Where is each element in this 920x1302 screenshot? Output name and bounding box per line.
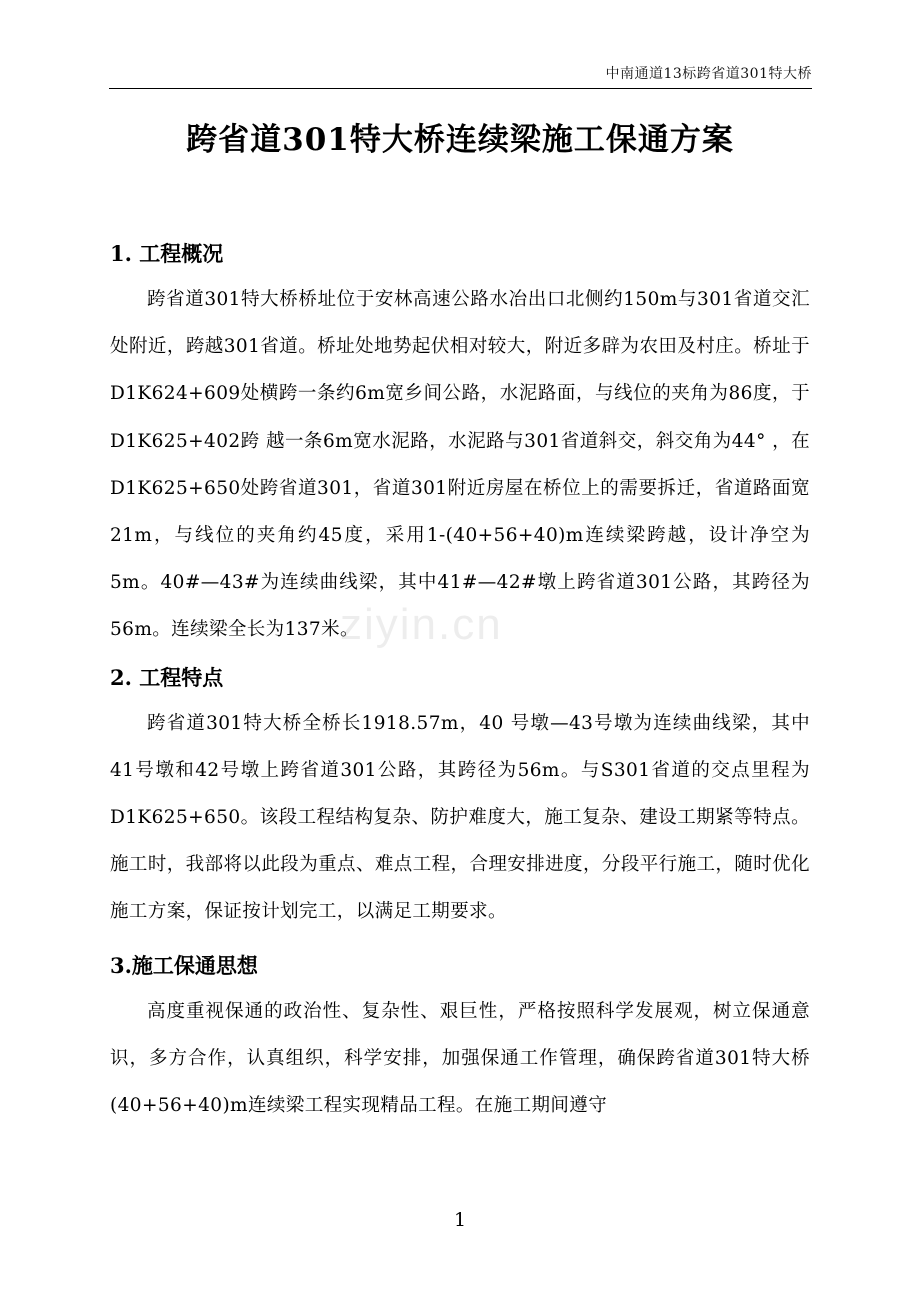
header-rule <box>109 88 812 89</box>
section-overview <box>110 232 810 654</box>
section-heading: 2. 工程特点 <box>110 664 224 690</box>
page-number: 1 <box>453 1209 467 1231</box>
section-traffic-concept <box>110 944 810 1130</box>
watermark: ziyin.cn <box>340 600 503 649</box>
document-body <box>110 232 810 1131</box>
section-features <box>110 656 810 936</box>
document-title: 跨省道301特大桥连续梁施工保通方案 <box>186 122 734 158</box>
paragraph: 跨省道301特大桥桥址位于安林高速公路水冶出口北侧约150m与301省道交汇处附近，跨越301省道。桥址处地势起伏相对较大，附近多辟为农田及村庄。桥址于D1K624+609处横跨一条约6m宽乡间公路，水泥路面，与线位的夹角为86度，于D1K625+402跨 越一条6m宽水泥路，水泥路与301省道斜交，斜交角为44° ，在D1K625+650处跨省道301，省道301附近房屋在桥位上的需要拆迁，省道路面宽21m，与线位的夹角约45度，采用1-(40+56+40)m连续梁跨越，设计净空为5m。40#—43#为连续曲线梁，其中41#—42#墩上跨省道301公路，其跨径为56m。连续梁全长为137米。 <box>110 289 810 641</box>
running-header: 中南通道13标跨省道301特大桥 <box>605 66 812 82</box>
paragraph: 跨省道301特大桥全桥长1918.57m，40 号墩—43号墩为连续曲线梁，其中41号墩和42号墩上跨省道301公路，其跨径为56m。与S301省道的交点里程为D1K625+650。该段工程结构复杂、防护难度大，施工复杂、建设工期紧等特点。施工时，我部将以此段为重点、难点工程，合理安排进度，分段平行施工，随时优化施工方案，保证按计划完工，以满足工期要求。 <box>110 712 810 923</box>
section-heading: 1. 工程概况 <box>110 241 224 266</box>
paragraph: 高度重视保通的政治性、复杂性、艰巨性，严格按照科学发展观，树立保通意识，多方合作，认真组织，科学安排，加强保通工作管理，确保跨省道301特大桥(40+56+40)m连续梁工程实现精品工程。在施工期间遵守 <box>110 1000 810 1117</box>
section-heading: 3.施工保通思想 <box>110 952 258 978</box>
